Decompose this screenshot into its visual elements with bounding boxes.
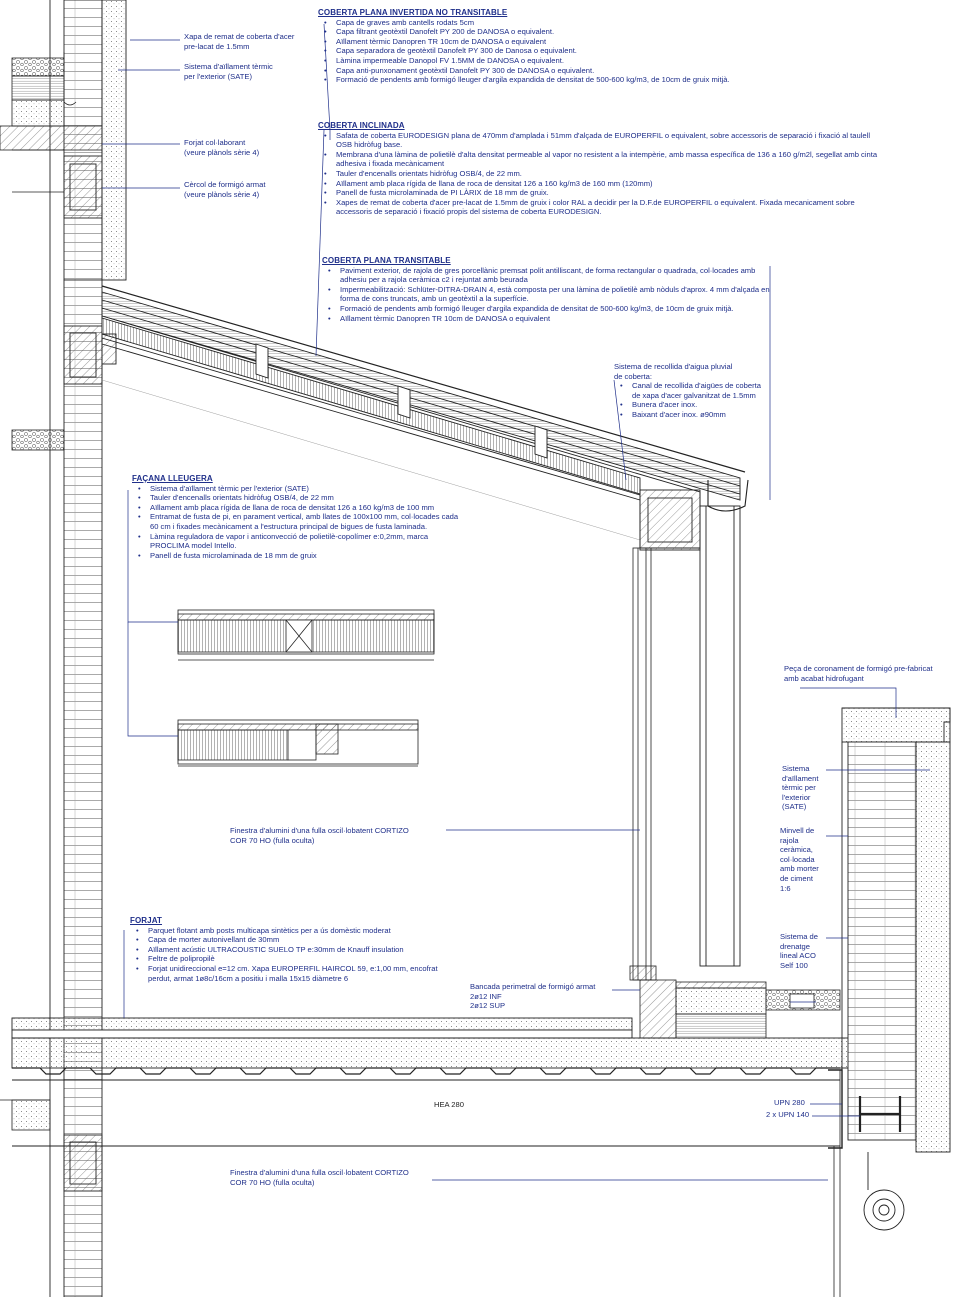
list-item: • Membrana d'una làmina de polietilè d'alta densitat permeable al vapor no resistent a la intempèrie, amb massa específica de 136 a 160 g/m2l, segellat amb cinta adhesiva i fixada mecànicament — [318, 150, 878, 169]
list-item: • Aïllament amb placa rígida de llana de roca de densitat 126 a 160 kg/m3 de 100 mm — [132, 503, 462, 513]
list-item: • Aïllament acústic ULTRACOUSTIC SUELO TP e:30mm de Knauff insulation — [130, 945, 460, 955]
label-line: tèrmic per — [782, 783, 816, 793]
eave-and-gutter — [640, 480, 748, 966]
left-slab-stub — [0, 192, 64, 1130]
label-line: amb morter — [780, 864, 819, 874]
label-line: 2 x UPN 140 — [766, 1110, 810, 1119]
list-item: • Tauler d'encenalls orientats hidròfug OSB/4, de 22 mm — [132, 493, 462, 503]
label-line: (SATE) — [782, 802, 807, 812]
roller-shutter — [864, 1152, 904, 1230]
list-item: • Entramat de fusta de pi, en parament vertical, amb llates de 100x100 mm, col·locades cada 60 cm i fixades mecànicament a l'estructura principal de bigues de fusta laminada. — [132, 512, 462, 531]
list-item: • Capa anti-punxonament geotèxtil Danofelt PY 300 de DANOSA o equivalent. — [318, 66, 838, 76]
label-line: UPN 280 — [774, 1098, 805, 1107]
right-parapet — [842, 708, 950, 1152]
label-line: Minvell de — [780, 826, 815, 835]
list-item: • Aïllament tèrmic Danopren TR 10cm de DANOSA o equivalent — [322, 314, 774, 324]
note-title-line: de coberta: — [614, 371, 652, 381]
wall-detail-2 — [178, 720, 418, 766]
note-sloped-roof — [318, 121, 878, 217]
list-item: • Làmina impermeable Danopol FV 1.5MM de DANOSA o equivalent. — [318, 56, 838, 66]
note-title: COBERTA PLANA TRANSITABLE — [322, 256, 451, 265]
note-title: COBERTA INCLINADA — [318, 121, 405, 130]
facade-window — [630, 548, 656, 980]
list-item: • Formació de pendents amb formigó lleuger d'argila expandida de densitat de 500-600 kg/m3, de 10cm de gruix mitjà. — [318, 75, 838, 85]
label-line: drenatge — [780, 941, 810, 951]
list-item: • Baixant d'acer inox. ø90mm — [614, 410, 764, 420]
label-line: Xapa de remat de coberta d'acer — [184, 32, 295, 41]
list-item: • Parquet flotant amb posts multicapa sintètics per a ús domèstic moderat — [130, 926, 460, 936]
label-line: COR 70 HO (fulla oculta) — [230, 1177, 315, 1187]
list-item: • Canal de recollida d'aigües de coberta de xapa d'acer galvanitzat de 1.5mm — [614, 381, 764, 400]
label-line: (veure plànols sèrie 4) — [184, 189, 260, 199]
note-floor-slab — [130, 916, 460, 983]
label-line: Forjat col·laborant — [184, 138, 246, 147]
label-perimeter-bench — [470, 982, 595, 1011]
list-item: • Capa filtrant geotèxtil Danofelt PY 200 de DANOSA o equivalent. — [318, 27, 838, 37]
label-line: Finestra d'alumini d'una fulla oscil·lobatent CORTIZO — [230, 826, 409, 835]
list-item: • Safata de coberta EURODESIGN plana de 470mm d'amplada i 51mm d'alçada de EUROPERFIL o equivalent, sobre accessoris de separació i fixació al taulell OSB hidròfug base. — [318, 131, 878, 150]
note-title: FAÇANA LLEUGERA — [132, 474, 213, 483]
label-line: 2ø12 INF — [470, 991, 502, 1001]
list-item: • Bunera d'acer inox. — [614, 400, 764, 410]
label-window-2 — [230, 1168, 409, 1187]
label-line: de ciment — [780, 873, 813, 883]
label-line: per l'exterior (SATE) — [184, 71, 252, 81]
label-steel-flashing — [184, 32, 294, 51]
exterior-terrace — [640, 980, 840, 1038]
label-line: Sistema — [782, 764, 810, 773]
label-line: Finestra d'alumini d'una fulla oscil·lobatent CORTIZO — [230, 1168, 409, 1177]
label-composite-slab — [184, 138, 259, 157]
label-line: l'exterior — [782, 792, 811, 802]
list-item: • Panell de fusta microlaminada de 18 mm de gruix — [132, 551, 462, 561]
label-sate-top — [184, 62, 273, 81]
label-line: col·locada — [780, 854, 815, 864]
note-title-line: Sistema de recollida d'aigua pluvial — [614, 362, 733, 371]
label-line: rajola — [780, 835, 799, 845]
label-line: Cèrcol de formigó armat — [184, 180, 266, 189]
list-item: • Capa de graves amb cantells rodats 5cm — [318, 18, 838, 28]
label-line: Peça de coronament de formigó pre-fabricat — [784, 664, 933, 673]
label-line: Sistema de — [780, 932, 818, 941]
list-item: • Xapes de remat de coberta d'acer pre-lacat de 1.5mm de gruix i color RAL a decidir per la D.F.de EUROPERFIL o equivalent. Fixada mecanicament sobre accessoris de separació i fixació propis del sistema de coberta EURODESIGN. — [318, 198, 878, 217]
label-line: COR 70 HO (fulla oculta) — [230, 835, 315, 845]
note-title: FORJAT — [130, 916, 163, 925]
list-item: • Làmina reguladora de vapor i anticonvecció de polietilè-copolímer e:0,2mm, marca PROCLIMA model Intello. — [132, 532, 462, 551]
note-walkable-roof — [322, 256, 774, 323]
label-upn140 — [766, 1110, 809, 1120]
label-line: pre-lacat de 1.5mm — [184, 41, 250, 51]
list-item: • Panell de fusta microlaminada de PI LÀRIX de 18 mm de gruix. — [318, 188, 878, 198]
label-hea-beam — [434, 1100, 464, 1110]
list-item: • Tauler d'encenalls orientats hidròfug OSB/4, de 22 mm. — [318, 169, 878, 179]
list-item: • Aïllament tèrmic Danopren TR 10cm de DANOSA o equivalent — [318, 37, 838, 47]
label-ceramic-sill — [780, 826, 819, 893]
label-line: HEA 280 — [434, 1100, 464, 1109]
label-line: 1:6 — [780, 883, 791, 893]
label-line: amb acabat hidrofugant — [784, 673, 864, 683]
label-line: ceràmica, — [780, 845, 813, 855]
note-title: COBERTA PLANA INVERTIDA NO TRANSITABLE — [318, 8, 508, 17]
label-line: Sistema d'aïllament tèrmic — [184, 62, 273, 71]
list-item: • Aïllament amb placa rígida de llana de roca de densitat 126 a 160 kg/m3 de 160 mm (120mm) — [318, 179, 878, 189]
label-line: d'aïllament — [782, 773, 819, 783]
label-line: Bancada perimetral de formigó armat — [470, 982, 596, 991]
list-item: • Formació de pendents amb formigó lleuger d'argila expandida de densitat de 500-600 kg/m3, de 10cm de gruix mitjà. — [322, 304, 774, 314]
label-upn280 — [774, 1098, 805, 1108]
wall-detail-1 — [178, 610, 434, 660]
label-line: Self 100 — [780, 960, 808, 970]
list-item: • Impermeabilització: Schlüter-DITRA-DRAIN 4, està composta per una làmina de polietilè amb nòduls d'aprox. 4 mm d'alçada en forma de cons truncats, amb un geotèxtil a la superfície. — [322, 285, 774, 304]
list-item: • Capa separadora de geotèxtil Danofelt PY 300 de Danosa o equivalent. — [318, 46, 838, 56]
list-item: • Feltre de polipropilè — [130, 954, 460, 964]
label-line: (veure plànols sèrie 4) — [184, 147, 260, 157]
label-coping — [784, 664, 933, 683]
label-window-1 — [230, 826, 409, 845]
label-sate-right — [782, 764, 819, 812]
label-drainage — [780, 932, 818, 970]
label-line: 2ø12 SUP — [470, 1001, 506, 1011]
list-item: • Paviment exterior, de rajola de gres porcellànic premsat polit antilliscant, de forma rectangular o quadrada, col·locades amb adhesiu per a rajola ceràmica c2 i rejuntat amb beurada — [322, 266, 774, 285]
label-ring-beam — [184, 180, 265, 199]
list-item: • Forjat unidireccional e=12 cm. Xapa EUROPERFIL HAIRCOL 59, e:1,00 mm, encofrat perdut, armat 1ø8c/16cm a positiu i malla 15x15 diàmetre 6 — [130, 964, 460, 983]
list-item: • Capa de morter autonivellant de 30mm — [130, 935, 460, 945]
note-inverted-roof — [318, 8, 838, 85]
note-light-facade — [132, 474, 462, 560]
label-line: lineal ACO — [780, 951, 816, 961]
list-item: • Sistema d'aïllament tèrmic per l'exterior (SATE) — [132, 484, 462, 494]
note-rainwater — [614, 362, 764, 420]
